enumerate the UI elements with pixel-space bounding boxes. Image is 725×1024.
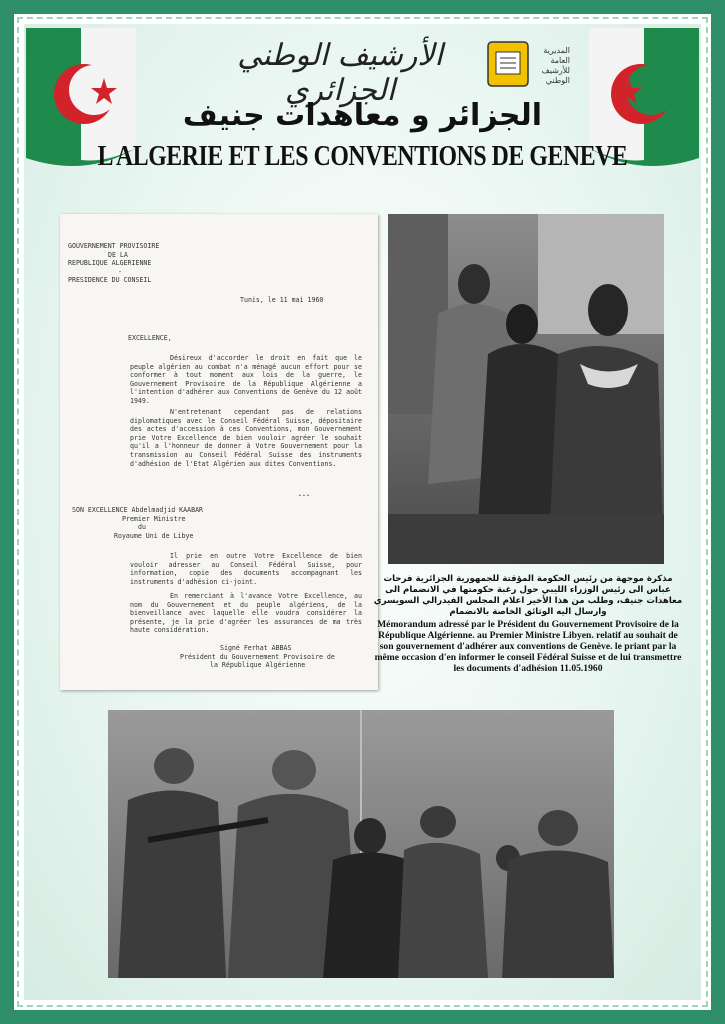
addressee-line: Premier Ministre	[122, 514, 186, 523]
photo-caption	[372, 574, 684, 674]
typed-memorandum-document	[60, 214, 378, 690]
emblem-label: المديرية العامة للأرشيف الوطني	[541, 46, 570, 85]
document-addressee	[72, 506, 272, 540]
document-paragraph-4: En remerciant à l'avance Votre Excellence, au nom du Gouvernement et du peuple algériens, de la bienveillance avec laquelle elle voudra considérer la présente, je la prie d'agréer les assurances de ma très haute considération.	[130, 592, 362, 635]
document-paragraph-2: N'entretenant cependant pas de relations diplomatiques avec le Conseil Fédéral Suisse, dépositaire des actes d'accession à ces Conventions, mon Gouvernement prie Votre Excellence de bien vouloir agréer le souhait qu'il a l'honneur de donner à Votre Gouvernement pour la transmission au Conseil Fédéral Suisse des instruments d'adhésion de l'Etat Algérien aux dites Conventions.	[130, 408, 362, 468]
signature-line: la République Algérienne	[210, 661, 306, 670]
letterhead-line: GOUVERNEMENT PROVISOIRE	[68, 242, 160, 250]
letterhead-line: DE LA	[108, 250, 128, 259]
document-date: Tunis, le 11 mai 1960	[240, 296, 324, 304]
addressee-line: Royaume Uni de Libye	[114, 531, 194, 540]
soldiers-photo	[108, 710, 614, 978]
document-signature	[180, 644, 370, 670]
addressee-line: du	[138, 523, 146, 532]
letterhead-line: -	[118, 267, 122, 276]
prisoners-photo	[388, 214, 664, 564]
addressee-line: SON EXCELLENCE Abdelmadjid KAABAR	[72, 506, 204, 514]
document-paragraph-3: Il prie en outre Votre Excellence de bien vouloir adresser au Conseil Fédéral Suisse, pour information, copie des documents accompagnant les instruments d'adhésion ci-joint.	[130, 552, 362, 586]
signature-line: Président du Gouvernement Provisoire de	[180, 652, 335, 661]
caption-arabic: مذكرة موجهة من رئيس الحكومة المؤقتة للجمهورية الجزائرية فرحات عباس الى رئيس الوزراء الليبي حول رغبة حكومتها في الانضمام الى معاهدات جنيف، وطلب من هذا الأخير اعلام المجلس الفيدرالي السويسري وارسال اليه الوثائق الخاصة بالانضمام	[373, 574, 683, 617]
archive-calligraphy-logo: الأرشيف الوطني الجزائري	[237, 38, 443, 108]
document-salutation: EXCELLENCE,	[128, 334, 172, 342]
document-paragraph-1: Désireux d'accorder le droit en fait que le peuple algérien au combat n'a ménagé aucun effort pour se conformer à tout moment aux lois de la guerre, le Gouvernement Provisoire de la République Algérienne a l'intention d'adhérer aux Conventions de Genève du 12 août 1949.	[130, 354, 362, 405]
letterhead-line: REPUBLIQUE ALGERIENNE	[68, 259, 152, 268]
page-title-arabic: الجزائر و معاهدات جنيف	[182, 98, 543, 133]
caption-french: Mémorandum adressé par le Président du Gouvernement Provisoire de la République Algérienne. au Premier Ministre Libyen. relatif au souhait de son gouvernement d'adhérer aux conventions de Genève. le priant par la même occasion d'en informer le conseil Fédéral Suisse et de lui transmettre les documents d'adhésion 11.05.1960	[374, 619, 682, 674]
document-letterhead	[68, 242, 208, 285]
archive-emblem-icon	[486, 40, 530, 88]
page-title-french: L ALGERIE ET LES CONVENTIONS DE GENEVE	[97, 140, 628, 172]
signature-line: Signé Ferhat ABBAS	[220, 644, 292, 652]
letterhead-line: PRESIDENCE DU CONSEIL	[68, 276, 152, 285]
document-dots: ...	[298, 490, 310, 498]
